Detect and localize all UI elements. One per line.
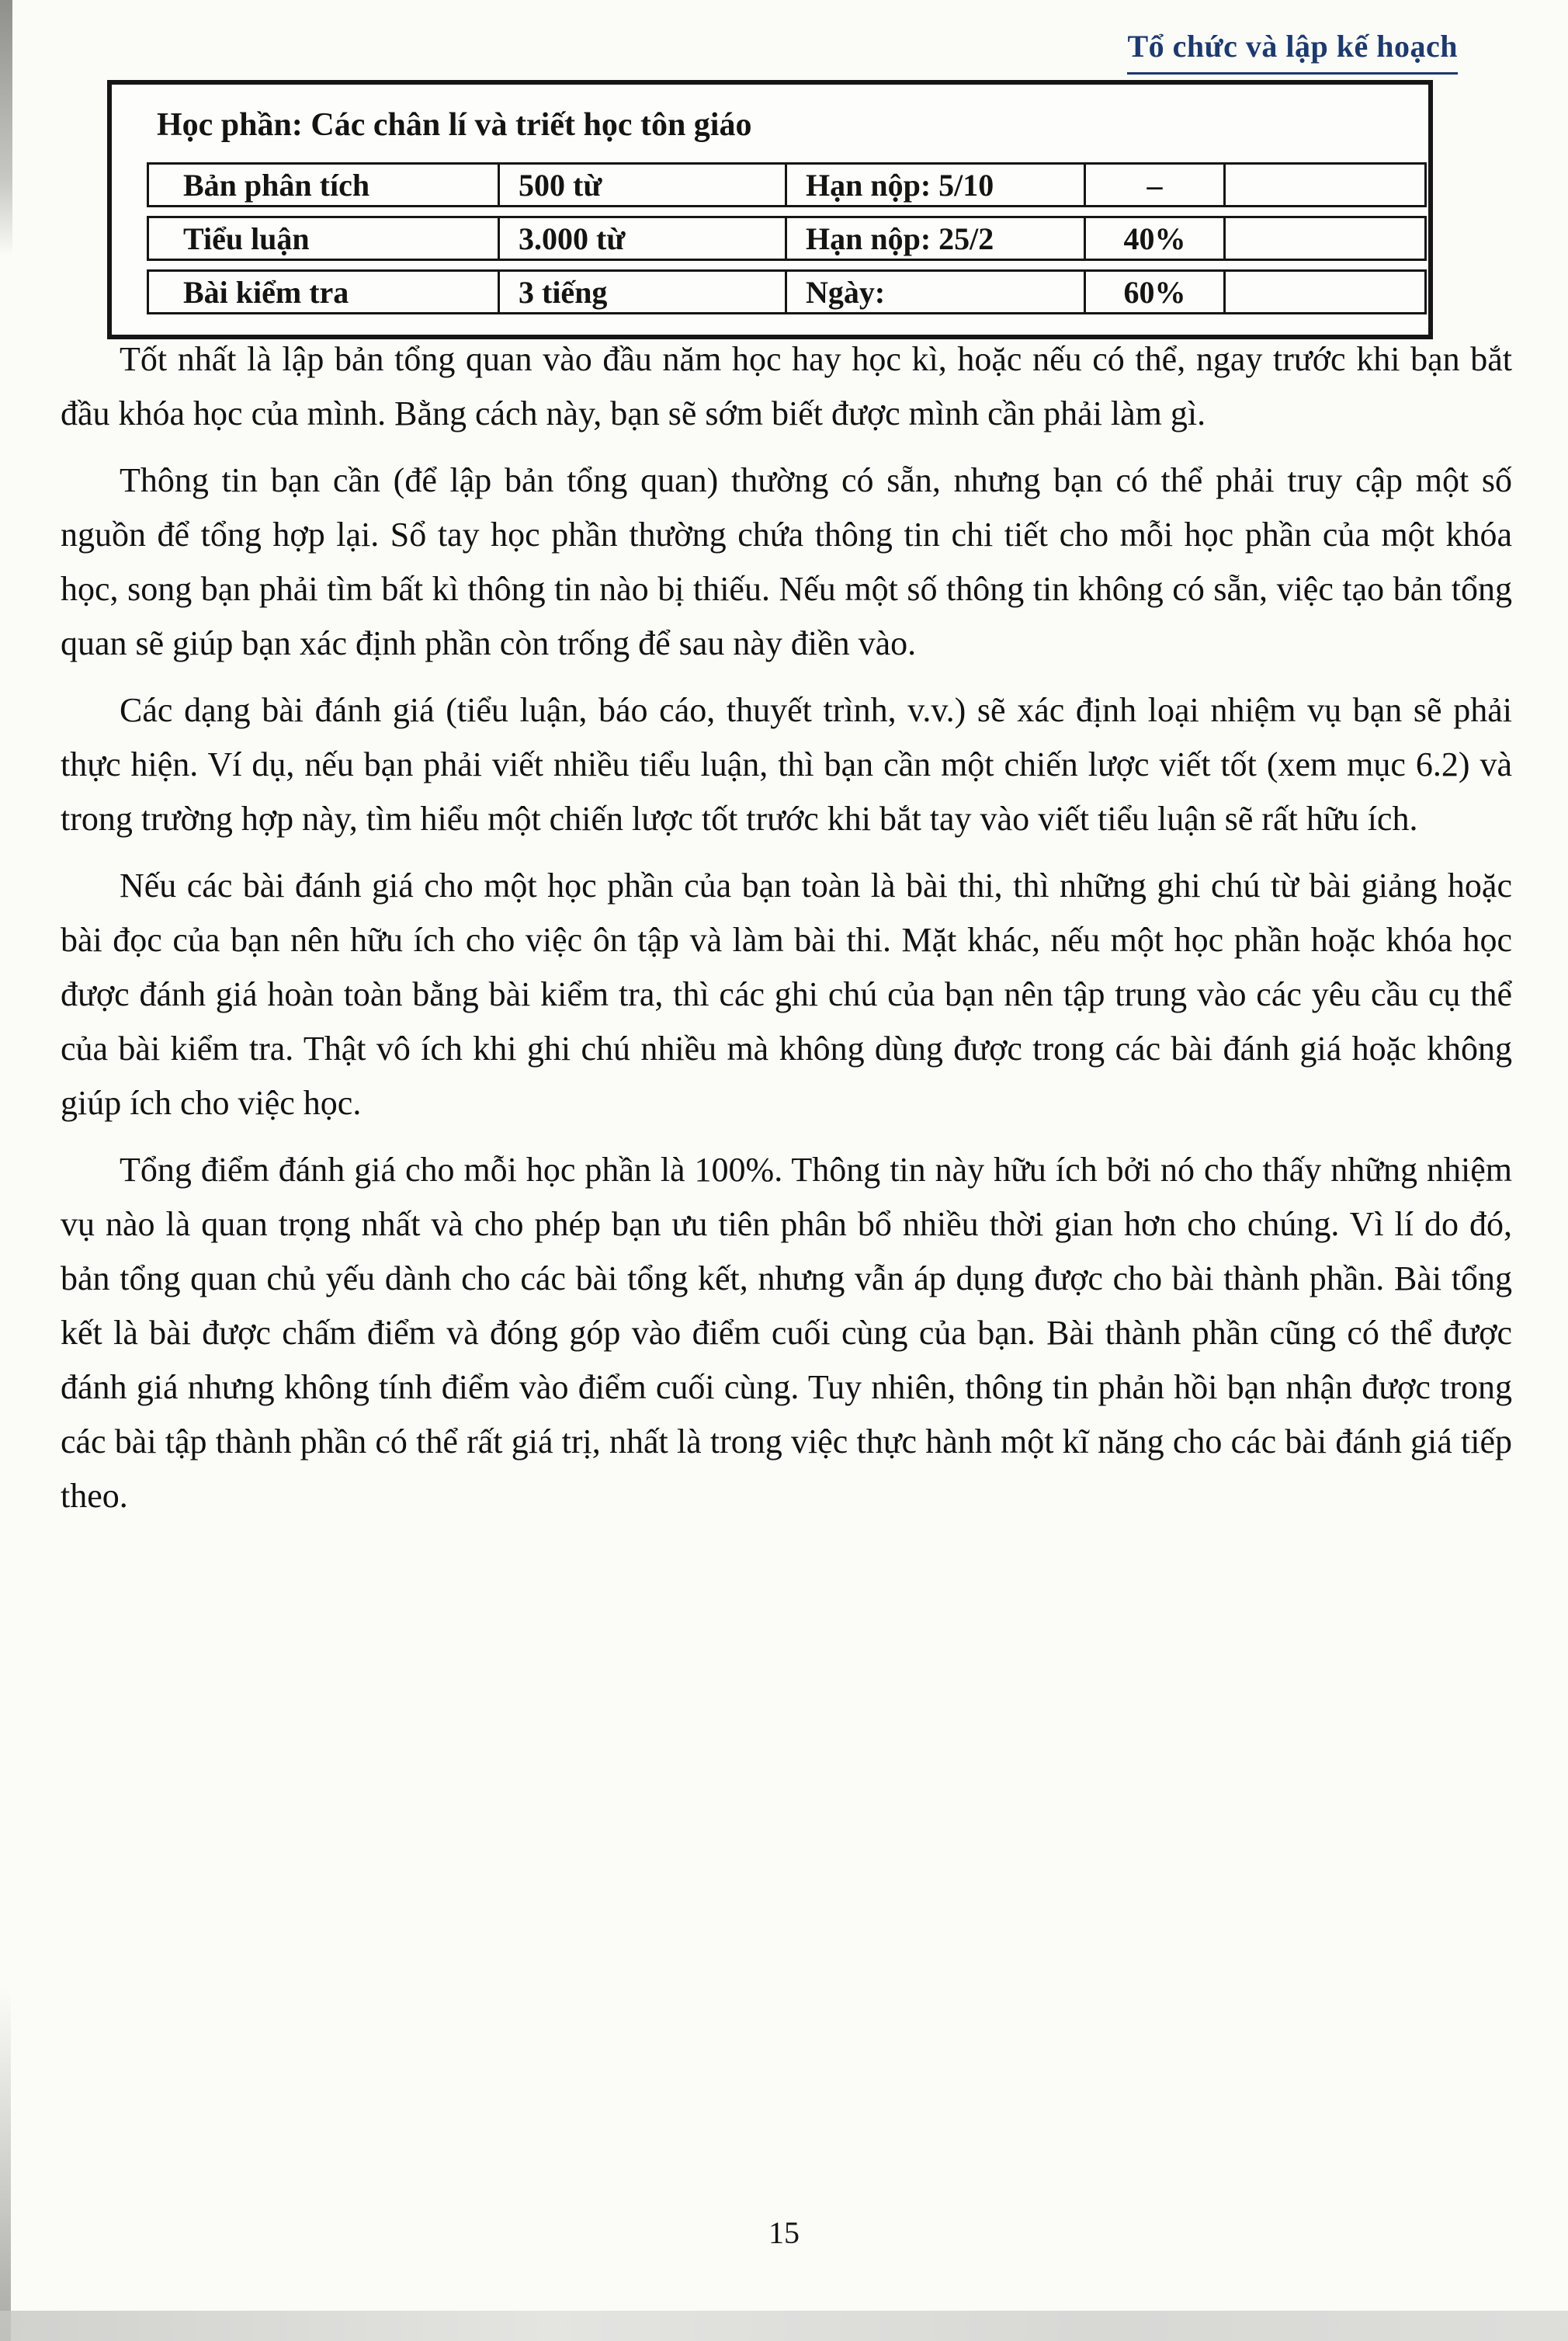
- running-header: [1127, 28, 1458, 75]
- cell-deadline: Hạn nộp: 25/2: [787, 218, 1086, 259]
- paragraph-3: Các dạng bài đánh giá (tiểu luận, báo cáo, thuyết trình, v.v.) sẽ xác định loại nhiệm vụ bạn sẽ phải thực hiện. Ví dụ, nếu bạn phải viết nhiều tiểu luận, thì bạn cần một chiến lược viết tốt (xem mục 6.2) và trong trường hợp này, tìm hiểu một chiến lược tốt trước khi bắt tay vào viết tiểu luận sẽ rất hữu ích.: [61, 691, 1512, 838]
- scan-artifact-left-bottom: [0, 1988, 11, 2341]
- body-text: [61, 332, 1512, 1536]
- scan-artifact-left-top: [0, 0, 12, 256]
- cell-weight: –: [1086, 165, 1226, 205]
- table-row-exam: [147, 269, 1427, 314]
- cell-length: 3 tiếng: [500, 272, 787, 312]
- running-header-text: Tổ chức và lập kế hoạch: [1127, 29, 1458, 64]
- cell-empty: [1226, 272, 1424, 312]
- page-number: 15: [768, 2215, 800, 2250]
- table-row-analysis: [147, 162, 1427, 207]
- cell-task-name: Tiểu luận: [149, 218, 500, 259]
- cell-length: 500 từ: [500, 165, 787, 205]
- table-title: Học phần: Các chân lí và triết học tôn giáo: [157, 107, 752, 143]
- cell-deadline: Hạn nộp: 5/10: [787, 165, 1086, 205]
- cell-weight: 40%: [1086, 218, 1226, 259]
- scan-artifact-bottom-band: [0, 2311, 1568, 2341]
- cell-empty: [1226, 165, 1424, 205]
- table-row-essay: [147, 216, 1427, 261]
- cell-task-name: Bài kiểm tra: [149, 272, 500, 312]
- paragraph-5: Tổng điểm đánh giá cho mỗi học phần là 100%. Thông tin này hữu ích bởi nó cho thấy những nhiệm vụ nào là quan trọng nhất và cho phép bạn ưu tiên phân bổ nhiều thời gian hơn cho chúng. Vì lí do đó, bản tổng quan chủ yếu dành cho các bài tổng kết, nhưng vẫn áp dụng được cho bài thành phần. Bài tổng kết là bài được chấm điểm và đóng góp vào điểm cuối cùng của bạn. Bài thành phần cũng có thể được đánh giá nhưng không tính điểm vào điểm cuối cùng. Tuy nhiên, thông tin phản hồi bạn nhận được trong các bài tập thành phần có thể rất giá trị, nhất là trong việc thực hành một kĩ năng cho các bài đánh giá tiếp theo.: [61, 1151, 1512, 1515]
- cell-task-name: Bản phân tích: [149, 165, 500, 205]
- cell-weight: 60%: [1086, 272, 1226, 312]
- cell-length: 3.000 từ: [500, 218, 787, 259]
- table-body: [147, 162, 1427, 314]
- paragraph-2: Thông tin bạn cần (để lập bản tổng quan) thường có sẵn, nhưng bạn có thể phải truy cập một số nguồn để tổng hợp lại. Sổ tay học phần thường chứa thông tin chi tiết cho mỗi học phần của một khóa học, song bạn phải tìm bất kì thông tin nào bị thiếu. Nếu một số thông tin không có sẵn, việc tạo bản tổng quan sẽ giúp bạn xác định phần còn trống để sau này điền vào.: [61, 461, 1512, 662]
- paragraph-4: Nếu các bài đánh giá cho một học phần của bạn toàn là bài thi, thì những ghi chú từ bài giảng hoặc bài đọc của bạn nên hữu ích cho việc ôn tập và làm bài thi. Mặt khác, nếu một học phần hoặc khóa học được đánh giá hoàn toàn bằng bài kiểm tra, thì các ghi chú của bạn nên tập trung vào các yêu cầu cụ thể của bài kiểm tra. Thật vô ích khi ghi chú nhiều mà không dùng được trong các bài đánh giá hoặc không giúp ích cho việc học.: [61, 867, 1512, 1122]
- course-overview-table: [107, 80, 1433, 339]
- paragraph-1: Tốt nhất là lập bản tổng quan vào đầu năm học hay học kì, hoặc nếu có thể, ngay trước khi bạn bắt đầu khóa học của mình. Bằng cách này, bạn sẽ sớm biết được mình cần phải làm gì.: [61, 340, 1512, 432]
- cell-deadline: Ngày:: [787, 272, 1086, 312]
- cell-empty: [1226, 218, 1424, 259]
